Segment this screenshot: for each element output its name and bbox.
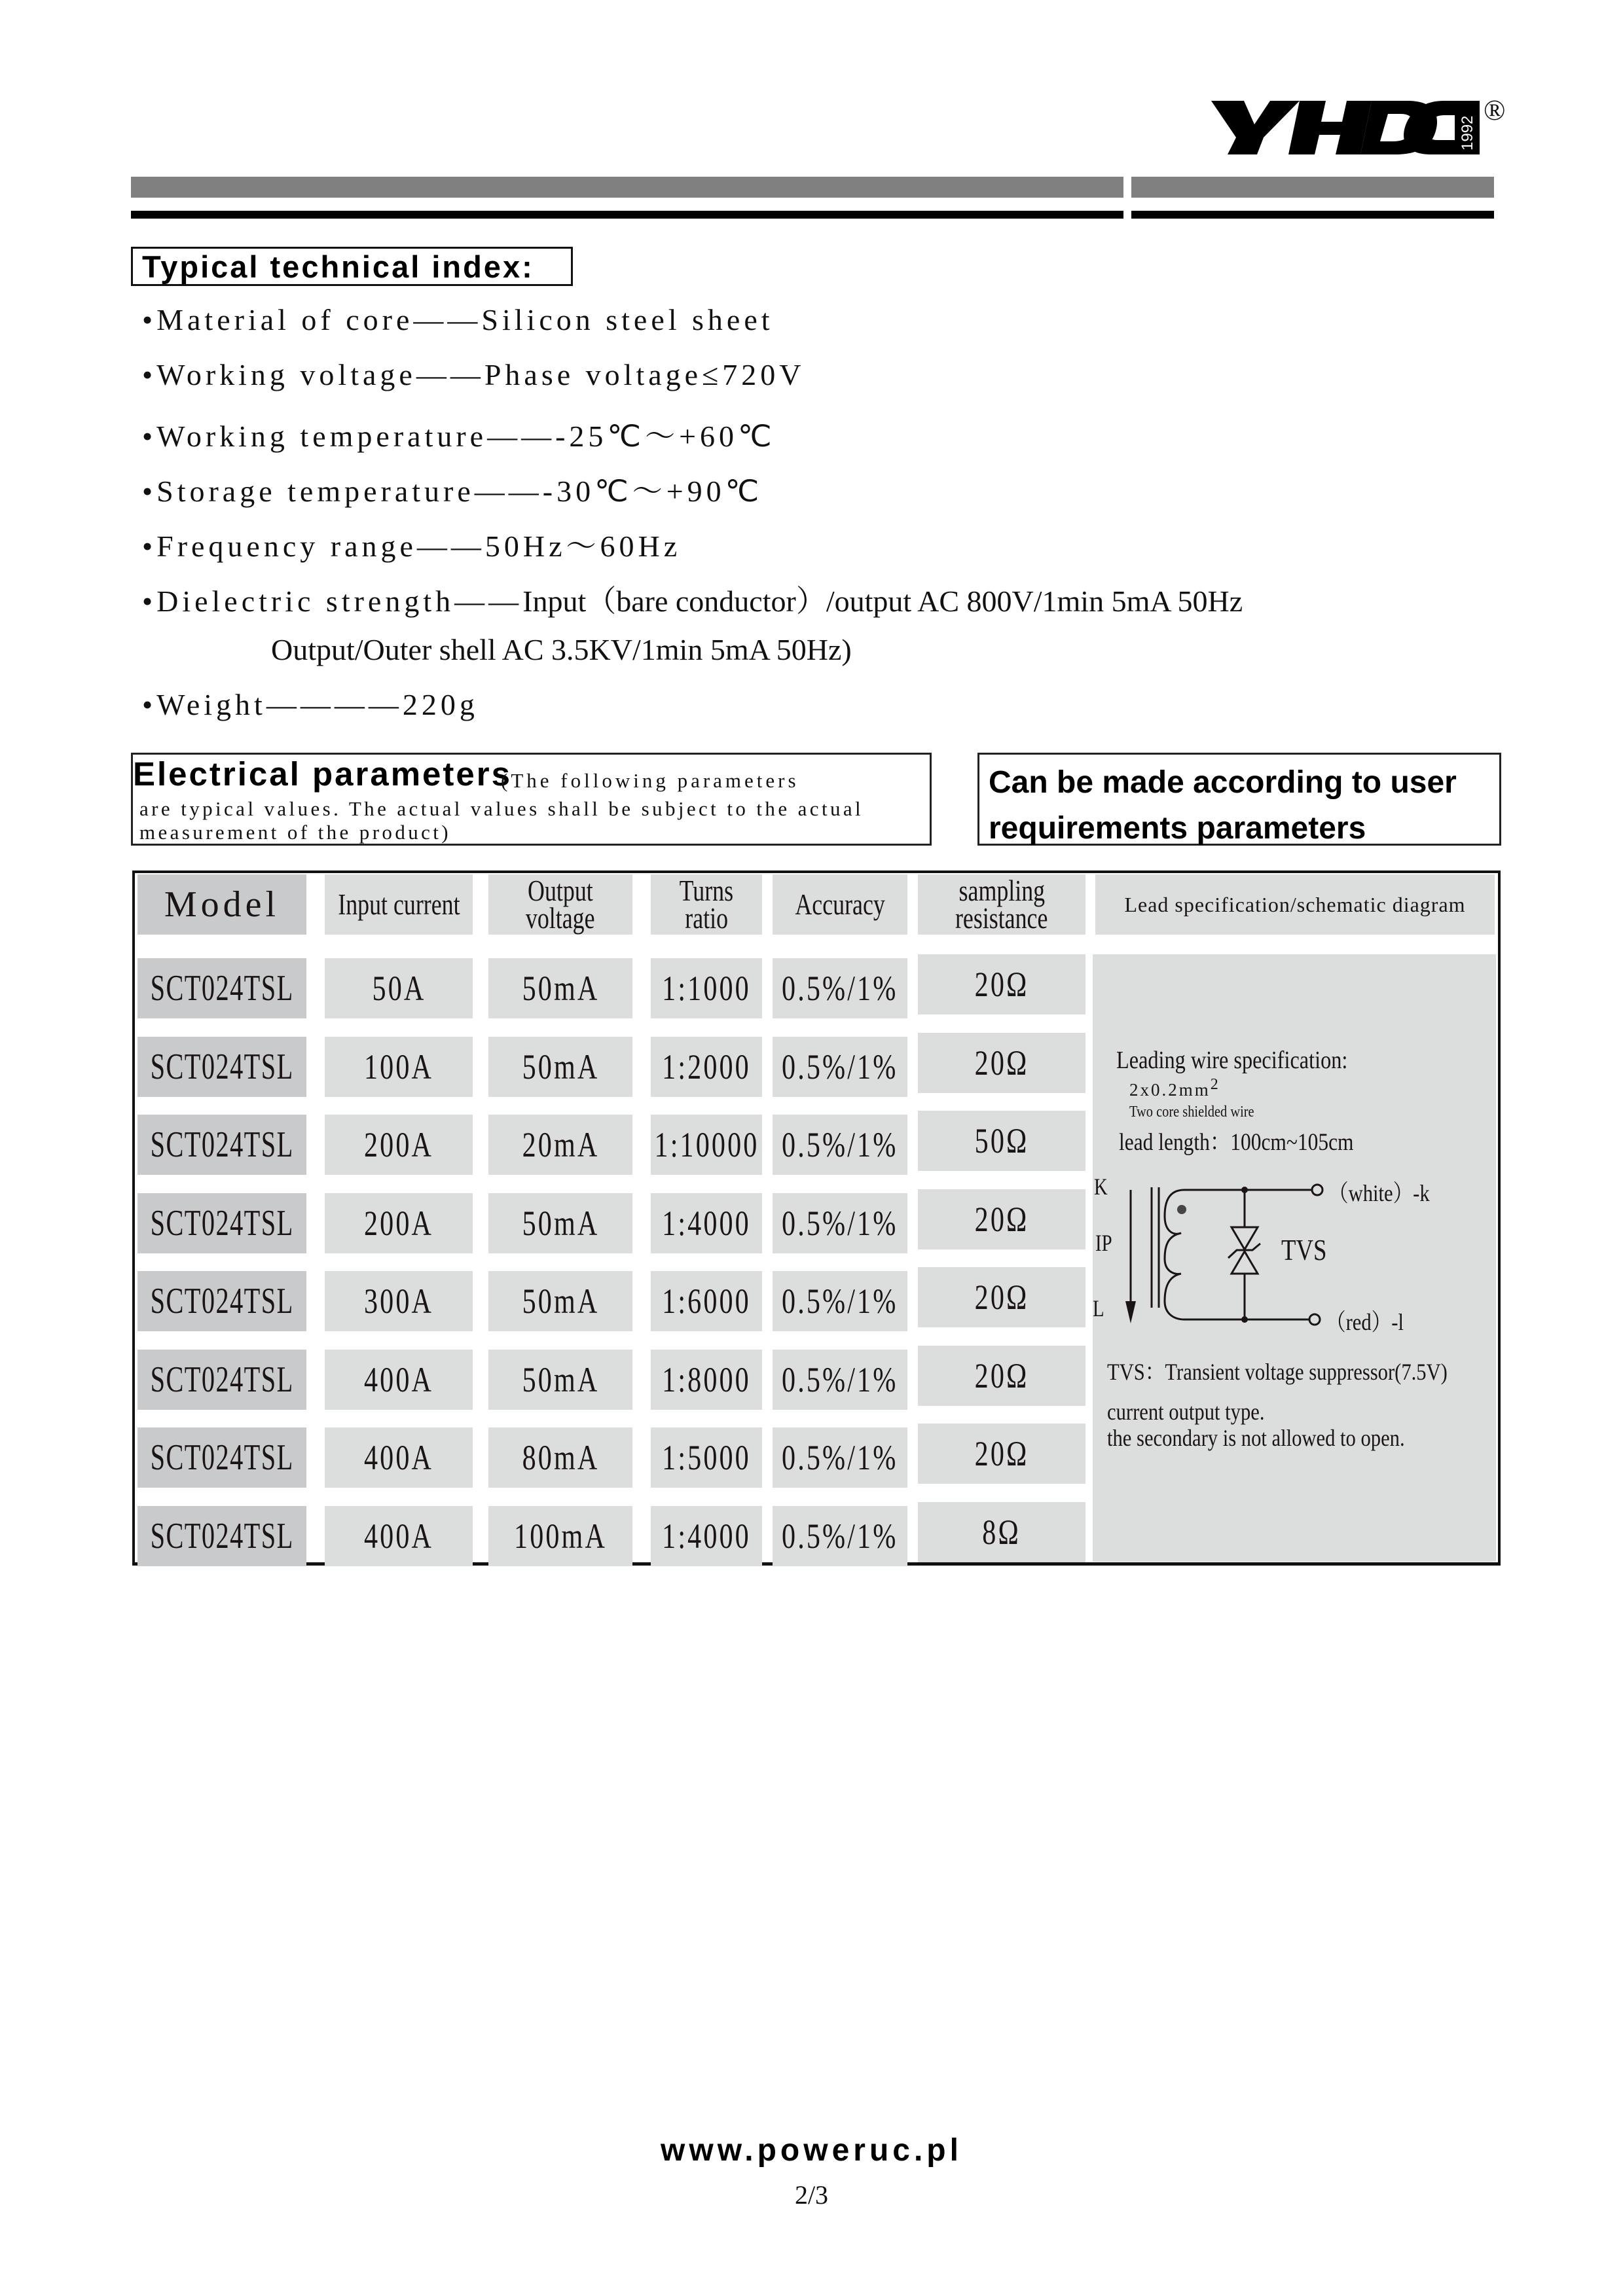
electrical-parameters-note-cont: are typical values. The actual values shall be subject to the actual measurement of the product): [139, 797, 864, 844]
wire-type: Two core shielded wire: [1129, 1103, 1254, 1121]
cell-turns-ratio: 1:4000: [651, 1193, 762, 1253]
cell-accuracy: 0.5%/1%: [773, 958, 907, 1018]
header-bar-black-left: [131, 211, 1123, 219]
header-sampling-resistance: sampling resistance: [918, 874, 1085, 935]
wire-size: $2x0.2mm^2$: [1129, 1076, 1220, 1100]
header-turns-ratio: Turns ratio: [651, 874, 762, 935]
technical-index-title: Typical technical index:: [131, 247, 573, 286]
spec-weight: [142, 687, 479, 722]
junction-dot-bottom: [1241, 1316, 1248, 1323]
cell-turns-ratio: 1:6000: [651, 1271, 762, 1331]
cell-sampling-resistance: 20Ω: [918, 1189, 1085, 1249]
cell-output: 50mA: [488, 1271, 632, 1331]
cell-model: SCT024TSL: [137, 1037, 306, 1097]
terminal-white: [1312, 1185, 1322, 1195]
cell-sampling-resistance: 20Ω: [918, 954, 1085, 1014]
cell-model: SCT024TSL: [137, 1271, 306, 1331]
cell-turns-ratio: 1:5000: [651, 1427, 762, 1488]
spec-label: •Working temperature——: [142, 420, 556, 453]
tvs-note: TVS：Transient voltage suppressor(7.5V): [1107, 1359, 1448, 1385]
cell-turns-ratio: 1:4000: [651, 1506, 762, 1566]
spec-label: •Storage temperature——: [142, 475, 543, 508]
cell-sampling-resistance: 8Ω: [918, 1502, 1085, 1562]
header-accuracy: Accuracy: [773, 874, 907, 935]
cell-accuracy: 0.5%/1%: [773, 1193, 907, 1253]
cell-sampling-resistance: 20Ω: [918, 1267, 1085, 1327]
label-l: L: [1093, 1295, 1104, 1321]
terminal-red: [1309, 1314, 1320, 1325]
page-number: 2/3: [794, 2180, 829, 2210]
cell-sampling-resistance: 20Ω: [918, 1424, 1085, 1484]
polarity-dot: [1177, 1205, 1186, 1214]
cell-output: 80mA: [488, 1427, 632, 1488]
spec-label: •Weight————: [142, 688, 403, 721]
cell-model: SCT024TSL: [137, 1427, 306, 1488]
spec-value: Phase voltage≤720V: [484, 358, 805, 391]
footer-website-link[interactable]: www.poweruc.pl: [661, 2133, 962, 2168]
spec-value: -25℃～+60℃: [555, 420, 776, 453]
output-type-note: current output type.: [1107, 1399, 1265, 1425]
spec-storage-temperature: [142, 467, 763, 511]
header-lead-specification: Lead specification/schematic diagram: [1095, 874, 1495, 935]
cell-input-current: 200A: [325, 1193, 473, 1253]
cell-output: 50mA: [488, 1037, 632, 1097]
header-model: Model: [137, 874, 306, 935]
header-bar-black-right: [1131, 211, 1494, 219]
header-bar-grey-left: [131, 177, 1123, 198]
spec-core-material: [142, 302, 774, 337]
secondary-warning: the secondary is not allowed to open.: [1107, 1425, 1405, 1451]
label-ip: IP: [1095, 1230, 1112, 1256]
terminal-white-label: （white）-k: [1328, 1180, 1430, 1206]
cell-input-current: 300A: [325, 1271, 473, 1331]
custom-parameters-note: [977, 753, 1501, 846]
header-bar-grey-right: [1131, 177, 1494, 198]
cell-input-current: 100A: [325, 1037, 473, 1097]
spec-dielectric-strength-2: [271, 632, 852, 667]
cell-output: 20mA: [488, 1115, 632, 1175]
electrical-parameters-note: (The following parameters: [501, 769, 799, 792]
yhdc-logo: [1211, 98, 1480, 157]
spec-value: 220g: [402, 688, 479, 721]
cell-model: SCT024TSL: [137, 958, 306, 1018]
terminal-red-label: （red）-l: [1326, 1309, 1404, 1335]
arrow-head-icon: [1125, 1301, 1136, 1323]
cell-sampling-resistance: 50Ω: [918, 1111, 1085, 1171]
spec-working-voltage: [142, 357, 805, 392]
cell-turns-ratio: 1:8000: [651, 1350, 762, 1410]
schematic-panel: [1093, 954, 1496, 1562]
label-k: K: [1094, 1174, 1108, 1200]
spec-value: 50Hz～60Hz: [484, 529, 682, 563]
cell-accuracy: 0.5%/1%: [773, 1037, 907, 1097]
cell-sampling-resistance: 20Ω: [918, 1033, 1085, 1093]
cell-input-current: 50A: [325, 958, 473, 1018]
cell-output: 50mA: [488, 1193, 632, 1253]
header-output-voltage: Output voltage: [488, 874, 632, 935]
cell-input-current: 400A: [325, 1427, 473, 1488]
tvs-bar: [1228, 1244, 1260, 1258]
spec-label: •Material of core——: [142, 303, 482, 336]
cell-output: 100mA: [488, 1506, 632, 1566]
header-input-current: Input current: [325, 874, 473, 935]
cell-accuracy: 0.5%/1%: [773, 1427, 907, 1488]
cell-turns-ratio: 1:10000: [651, 1115, 762, 1175]
cell-accuracy: 0.5%/1%: [773, 1115, 907, 1175]
cell-accuracy: 0.5%/1%: [773, 1350, 907, 1410]
label-tvs: TVS: [1281, 1233, 1327, 1266]
cell-sampling-resistance: 20Ω: [918, 1346, 1085, 1406]
spec-dielectric-strength: [142, 577, 1243, 620]
wire-spec-title: Leading wire specification:: [1116, 1047, 1348, 1074]
cell-model: SCT024TSL: [137, 1506, 306, 1566]
spec-frequency-range: [142, 522, 681, 565]
cell-output: 50mA: [488, 958, 632, 1018]
cell-turns-ratio: 1:2000: [651, 1037, 762, 1097]
cell-turns-ratio: 1:1000: [651, 958, 762, 1018]
junction-dot-top: [1241, 1187, 1248, 1193]
spec-working-temperature: [142, 412, 776, 456]
tvs-diode-top: [1231, 1227, 1258, 1249]
cell-input-current: 200A: [325, 1115, 473, 1175]
electrical-parameters-box: [131, 753, 932, 846]
spec-value: Output/Outer shell AC 3.5KV/1min 5mA 50Hz): [271, 633, 852, 666]
electrical-parameters-table: [132, 870, 1501, 1566]
tvs-diode-bottom: [1231, 1251, 1258, 1274]
spec-value: -30℃～+90℃: [542, 475, 763, 508]
custom-note-line1: Can be made according to user: [989, 765, 1457, 800]
brand-year: 1992: [1459, 115, 1476, 151]
electrical-parameters-title: Electrical parameters: [133, 755, 512, 793]
cell-model: SCT024TSL: [137, 1350, 306, 1410]
spec-label: •Frequency range——: [142, 529, 485, 563]
custom-note-line2: requirements parameters: [989, 811, 1366, 846]
cell-input-current: 400A: [325, 1506, 473, 1566]
cell-model: SCT024TSL: [137, 1115, 306, 1175]
spec-value: Silicon steel sheet: [481, 303, 774, 336]
cell-output: 50mA: [488, 1350, 632, 1410]
spec-label: •Dielectric strength——: [142, 584, 523, 618]
spec-value: Input（bare conductor）/output AC 800V/1min 5mA 50Hz: [522, 584, 1243, 618]
spec-label: •Working voltage——: [142, 358, 484, 391]
registered-mark: ®: [1484, 94, 1506, 126]
cell-model: SCT024TSL: [137, 1193, 306, 1253]
cell-accuracy: 0.5%/1%: [773, 1271, 907, 1331]
cell-input-current: 400A: [325, 1350, 473, 1410]
cell-accuracy: 0.5%/1%: [773, 1506, 907, 1566]
lead-length: lead length：100cm~105cm: [1119, 1129, 1354, 1156]
